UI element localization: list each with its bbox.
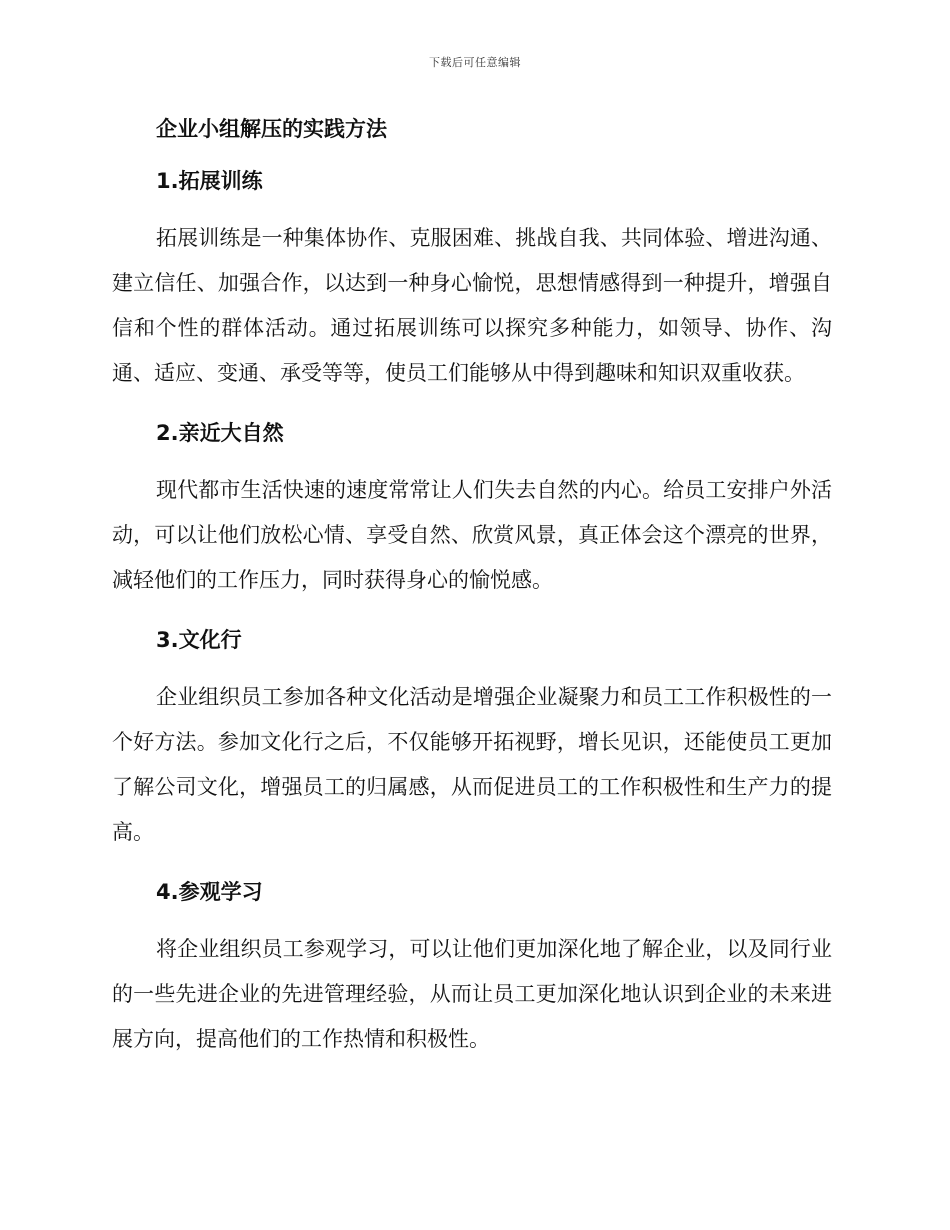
section-paragraph-2: 现代都市生活快速的速度常常让人们失去自然的内心。给员工安排户外活动，可以让他们放松心情、享受自然、欣赏风景，真正体会这个漂亮的世界，减轻他们的工作压力，同时获得身心的愉悦感。 bbox=[112, 478, 832, 592]
section-paragraph-1: 拓展训练是一种集体协作、克服困难、挑战自我、共同体验、增进沟通、建立信任、加强合作，以达到一种身心愉悦，思想情感得到一种提升，增强自信和个性的群体活动。通过拓展训练可以探究多种能力，如领导、协作、沟通、适应、变通、承受等等，使员工们能够从中得到趣味和知识双重收获。 bbox=[112, 226, 832, 385]
document-title: 企业小组解压的实践方法 bbox=[156, 117, 387, 141]
section-paragraph-3: 企业组织员工参加各种文化活动是增强企业凝聚力和员工工作积极性的一个好方法。参加文化行之后，不仅能够开拓视野，增长见识，还能使员工更加了解公司文化，增强员工的归属感，从而促进员工的工作积极性和生产力的提高。 bbox=[112, 685, 832, 844]
section-paragraph-4: 将企业组织员工参观学习，可以让他们更加深化地了解企业，以及同行业的一些先进企业的先进管理经验，从而让员工更加深化地认识到企业的未来进展方向，提高他们的工作热情和积极性。 bbox=[112, 937, 832, 1051]
section-heading-3: 3.文化行 bbox=[156, 628, 242, 652]
section-heading-1: 1.拓展训练 bbox=[156, 169, 263, 193]
section-heading-2: 2.亲近大自然 bbox=[156, 421, 284, 445]
document-body bbox=[112, 112, 832, 1082]
page-header-note: 下载后可任意编辑 bbox=[429, 56, 521, 69]
section-heading-4: 4.参观学习 bbox=[156, 880, 263, 904]
